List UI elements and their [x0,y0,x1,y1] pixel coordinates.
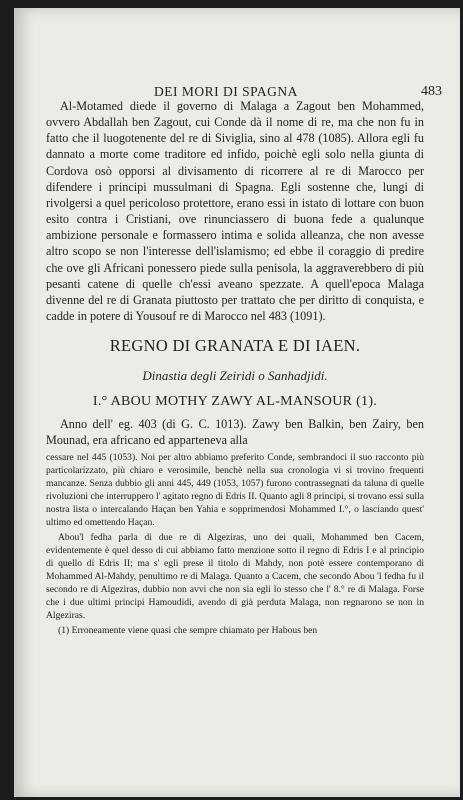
running-header-title: DEI MORI DI SPAGNA [154,84,298,99]
ruler-intro-paragraph: Anno dell' eg. 403 (di G. C. 1013). Zawy ben Balkin, ben Zairy, ben Mounad, era africano ed apparteneva alla [46,417,424,448]
section-title: REGNO DI GRANATA E DI IAEN. [109,336,361,356]
footnotes-block [46,451,424,638]
ruler-heading: I.° ABOU MOTHY ZAWY AL-MANSOUR (1). [92,394,378,410]
main-paragraph: Al-Motamed diede il governo di Malaga a Zagout ben Mohammed, ovvero Abdallah ben Zagout, cui Conde dà il nome di re, ma che non fu in fatto che il luogotenente del re di Siviglia, sino al 478 (1085). Allora egli fu dannato a morte come traditore ed infido, poichè egli solo nella giunta di Cordova osò opporsi al divisamento di ricorrere al re di Marocco per difendere i principi mussulmani di Spagna. Egli sostenne che, lungi di rivolgersi a quel pericoloso protettore, erano essi in istato di lottare con buon esito contra i Cristiani, ove rinunciassero di buona fede a qualunque ambizione personale e formassero intima e solida alleanza, che non avesse altro scopo se non l'interesse dell'islamismo; ed ebbe il coraggio di predire che ove gli Africani ponessero piede sulla penisola, la aggraverebbero di più pesanti catene di quelle ch'essi aveano spezzate. A quell'epoca Malaga divenne del re di Granata piuttosto per trattato che per diritto di conquista, e cadde in potere di Yousouf re di Marocco nel 483 (1091). [46,99,424,324]
footnote-paragraph: Abou'l fedha parla di due re di Algeziras, uno dei quali, Mohammed ben Cacem, evidentemente è quel desso di cui abbiamo fatto menzione sotto il regno di Edris I e al principio di quello di Edris II; ma s' egli prese il titolo di Mahdy, non potè essere contemporano di Mohammed Al-Mahdy, penultimo re di Malaga. Quanto a Cacem, che secondo Abou 'l fedha fu il secondo re di Algeziras, dubbio non avvi che non sia egli lo stesso che l' 8.° re di Malaga. Forse che i due ultimi principi Hamoudidi, avendo di già perduta Malaga, non regnarono se non in Algeziras. [46,531,424,622]
dynasty-subtitle: Dinastia degli Zeiridi o Sanhadjidi. [142,368,328,384]
page-body [46,98,424,637]
footnote-1: (1) Erroneamente viene quasi che sempre chiamato per Habous ben [58,625,318,637]
page-number: 483 [421,84,442,99]
footnote-continuation: cessare nel 445 (1053). Noi per altro abbiamo preferito Conde, sembrandoci il suo racconto più particolarizzato, più chiaro e verosimile, benchè nella sua cronologia vi si trovino frequenti mancanze. Senza dubbio gli anni 445, 449 (1053, 1057) furono contrassegnati da taluna di quelle rivoluzioni che interruppero l' agitato regno di Edris II. Quanto agli 8 principi, si trovano essi sulla nostra lista o intercalando Haçan ben Yahia e sopprimendosi Mohammed I.°, o lasciando quest' ultimo ed omettendo Haçan. [46,451,424,528]
